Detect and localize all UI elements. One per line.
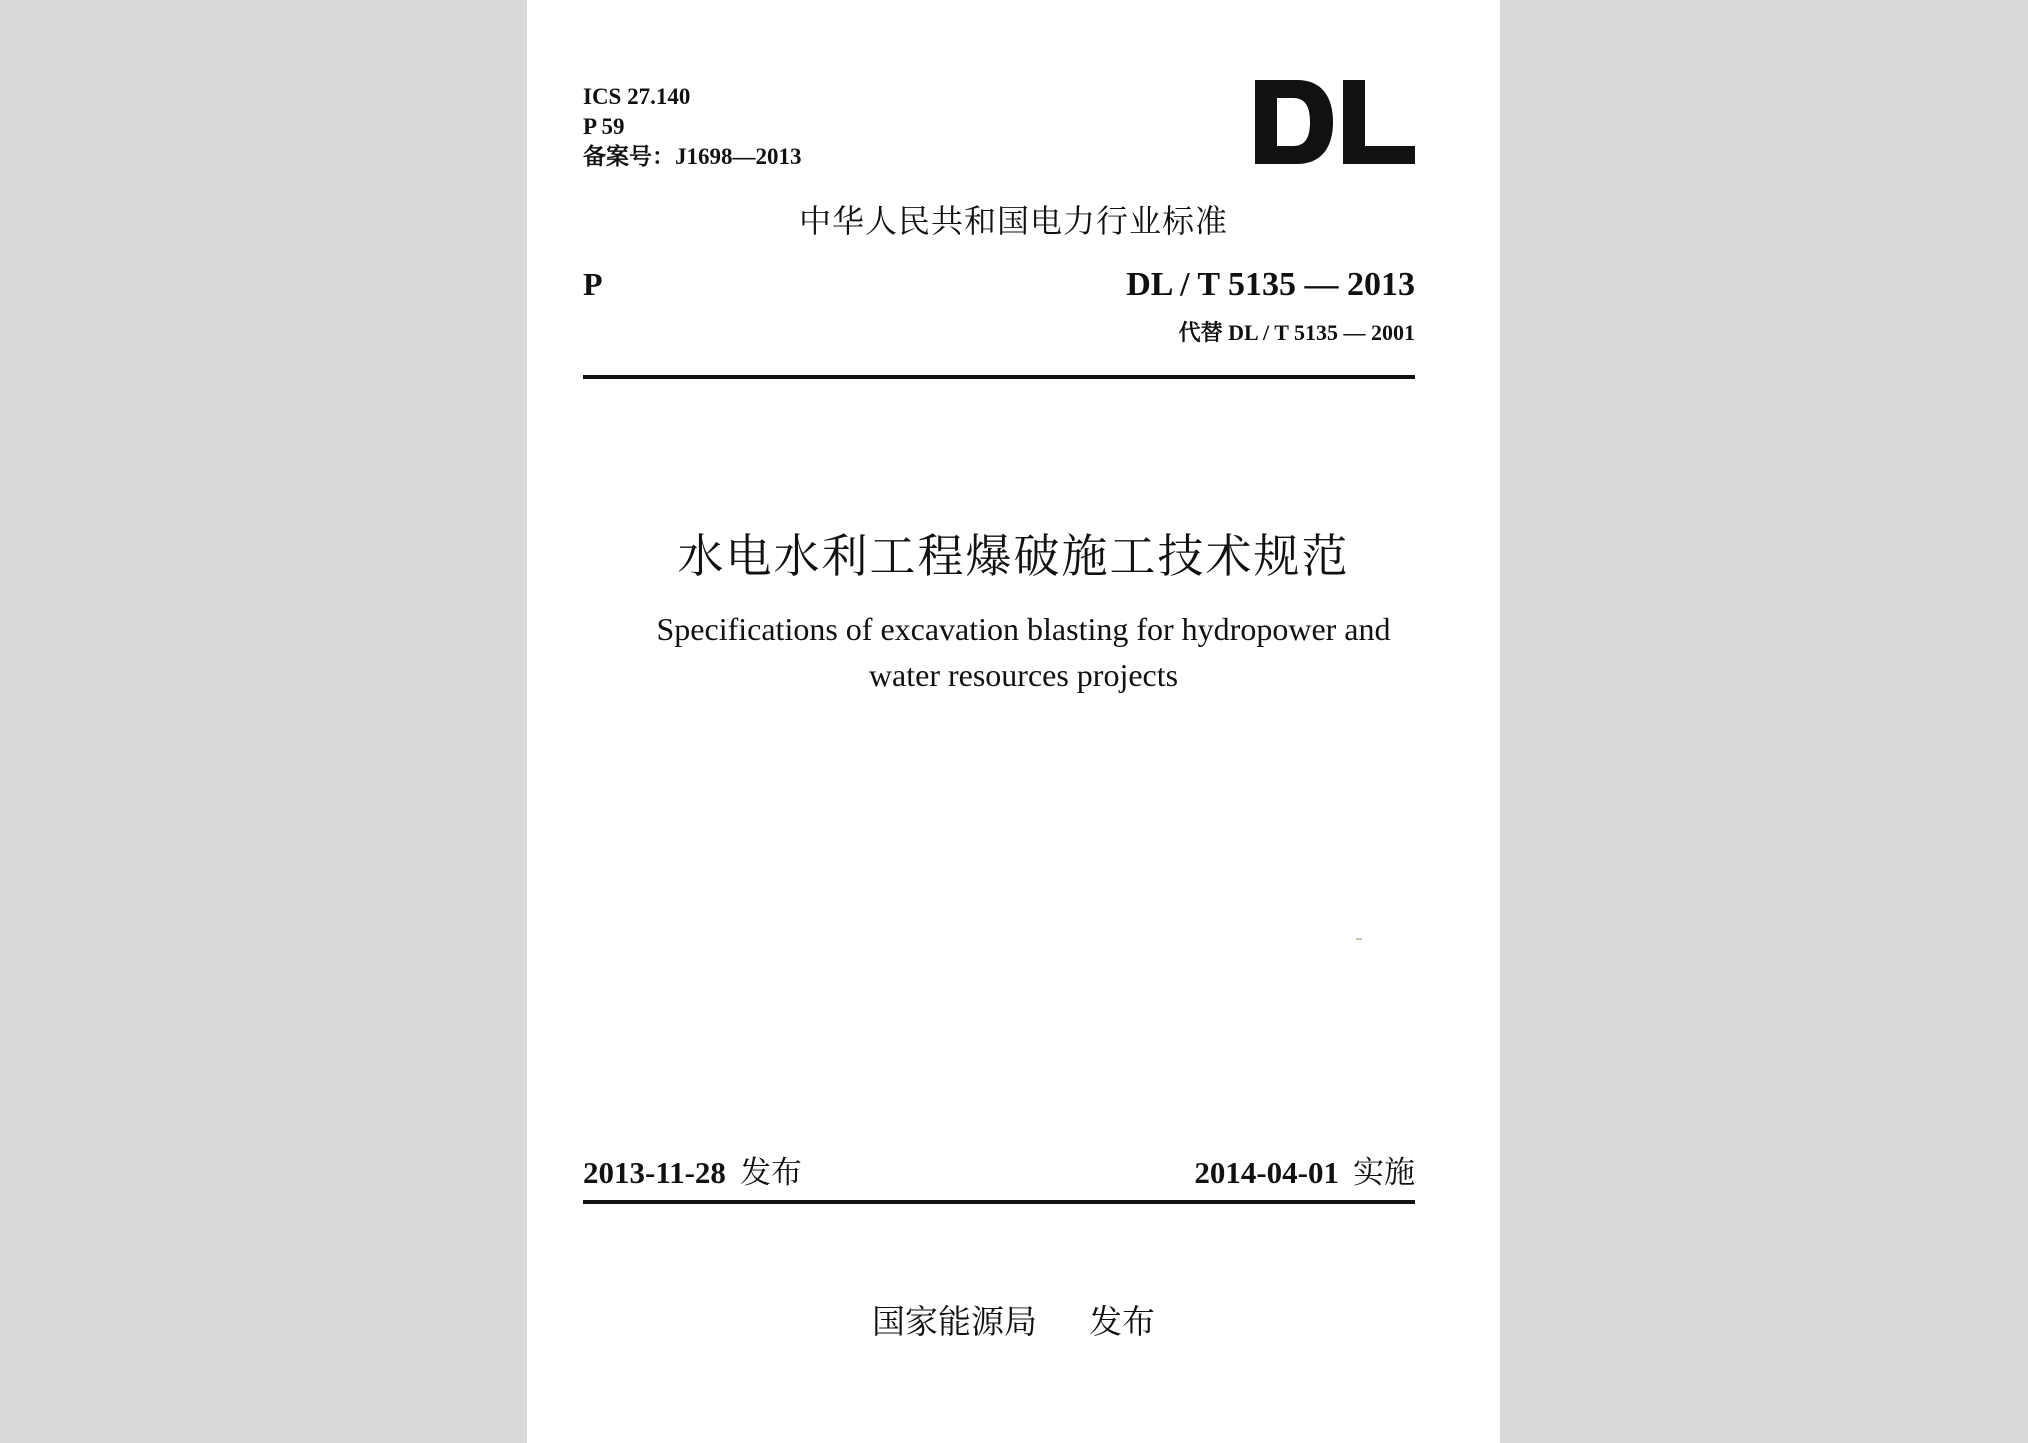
replaces-standard: 代替 DL / T 5135 — 2001 <box>1178 320 1415 345</box>
industry-standard-heading: 中华人民共和国电力行业标准 <box>798 202 1228 240</box>
effective-date: 2014-04-01 <box>1194 1155 1339 1190</box>
issue-date-block <box>583 1147 802 1192</box>
record-number: 备案号：J1698—2013 <box>583 144 802 169</box>
ics-code: ICS 27.140 <box>583 84 691 109</box>
issue-date: 2013-11-28 <box>583 1155 726 1190</box>
classification-code: P <box>583 266 603 302</box>
issue-label: 发布 <box>739 1155 802 1191</box>
dl-logo-graphic <box>1255 80 1415 164</box>
ccs-code: P 59 <box>583 114 625 139</box>
dl-logo <box>1255 80 1415 164</box>
standard-number: DL / T 5135 — 2013 <box>1126 266 1415 303</box>
scan-speck <box>1356 938 1362 940</box>
title-english-line-1: Specifications of excavation blasting for hydropower and <box>656 611 1391 647</box>
publisher-action: 发布 <box>1089 1302 1155 1341</box>
top-divider <box>583 375 1415 379</box>
title-english-line-2: water resources projects <box>868 657 1179 693</box>
publisher-name: 国家能源局 <box>872 1302 1037 1341</box>
bottom-divider <box>583 1200 1415 1204</box>
title-english <box>607 606 1440 698</box>
effective-date-block <box>1194 1147 1415 1192</box>
publisher-line <box>527 1296 1500 1343</box>
document-cover-page <box>527 0 1500 1443</box>
title-chinese: 水电水利工程爆破施工技术规范 <box>677 529 1350 583</box>
effective-label: 实施 <box>1353 1155 1415 1191</box>
